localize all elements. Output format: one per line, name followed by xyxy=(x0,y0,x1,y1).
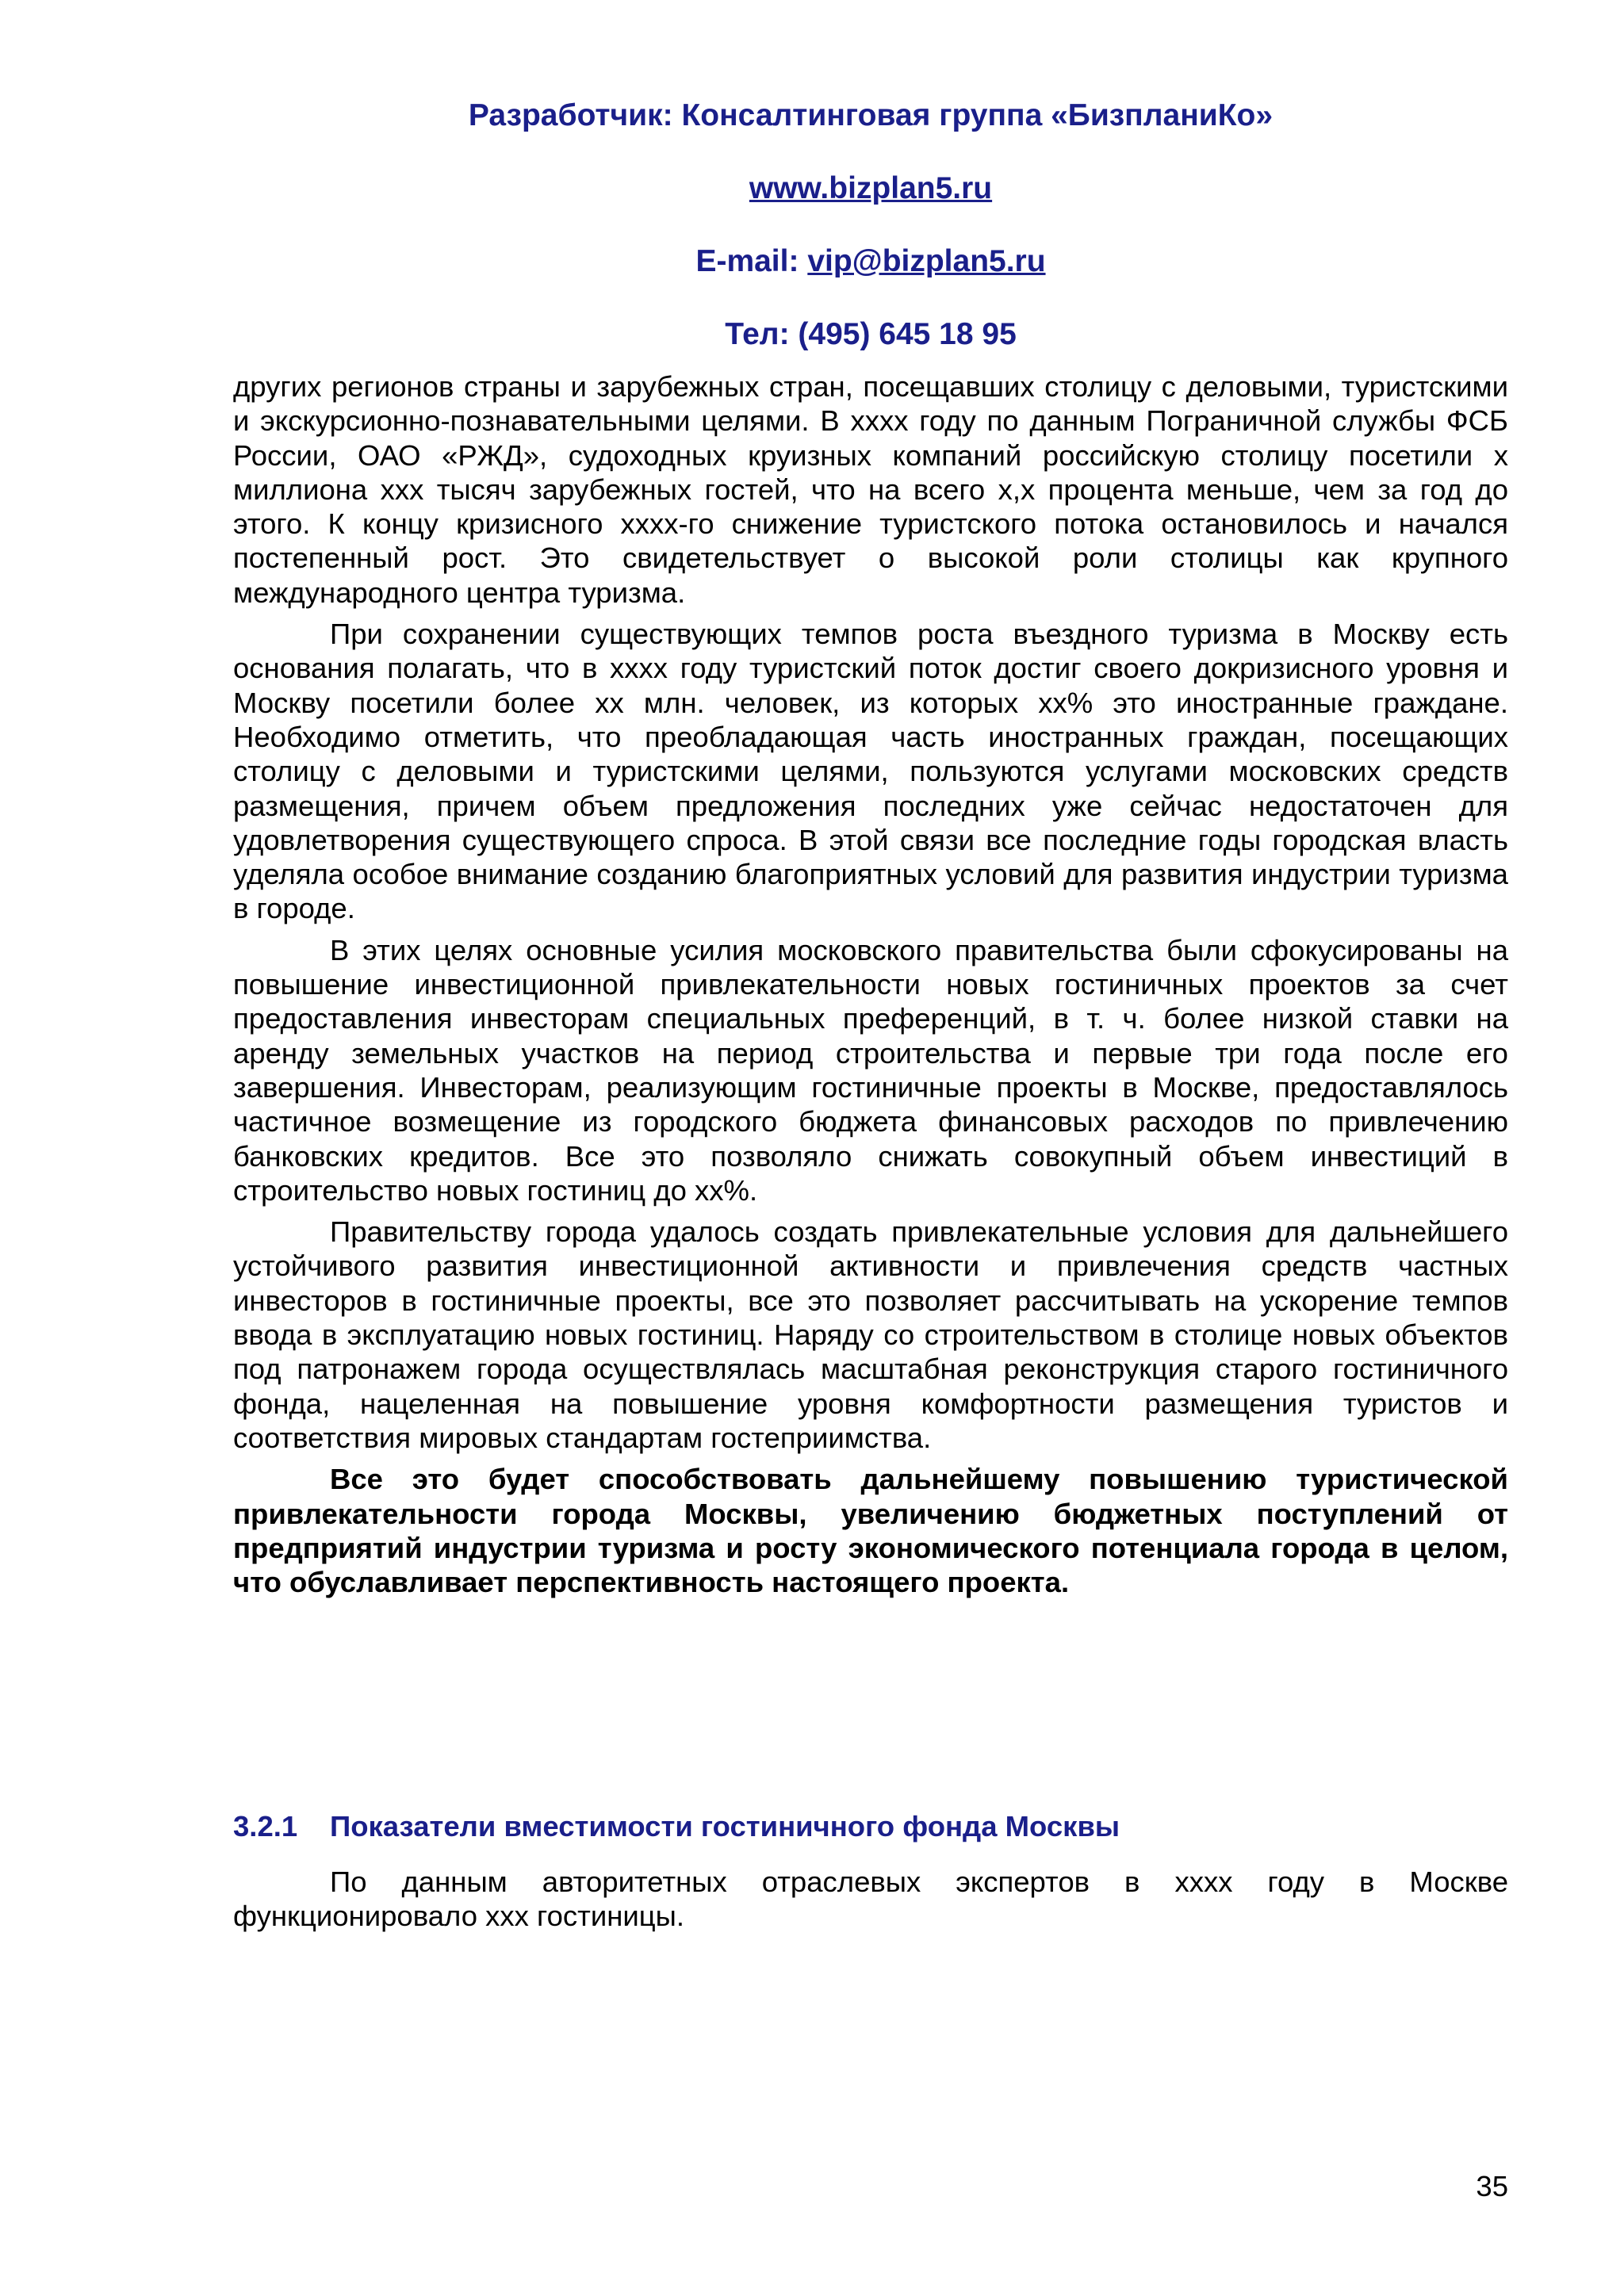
phone-line: Тел: (495) 645 18 95 xyxy=(725,317,1017,351)
developer-line: Разработчик: Консалтинговая группа «БизпланиКо» xyxy=(468,98,1274,132)
section-body xyxy=(233,1865,1508,1934)
section-title: Показатели вместимости гостиничного фонда Москвы xyxy=(330,1810,1120,1843)
paragraph-2: При сохранении существующих темпов роста въездного туризма в Москву есть основания полагать, что в хххх году туристский поток достиг своего докризисного уровня и Москву посетили более хх млн. человек, из которых хх% это иностранные граждане. Необходимо отметить, что преобладающая часть иностранных граждан, посещающих столицу с деловыми и туристскими целями, пользуются услугами московских средств размещения, причем объем предложения последних уже сейчас недостаточен для удовлетворения существующего спроса. В этой связи все последние годы городская власть уделяла особое внимание созданию благоприятных условий для развития индустрии туризма в городе. xyxy=(233,618,1508,925)
email-link[interactable]: vip@bizplan5.ru xyxy=(807,244,1046,278)
paragraph-1: других регионов страны и зарубежных стран, посещавших столицу с деловыми, туристскими и экскурсионно-познавательными целями. В хххх году по данным Пограничной службы ФСБ России, ОАО «РЖД», судоходных круизных компаний российскую столицу посетили х миллиона ххх тысяч зарубежных гостей, что на всего х,х процента меньше, чем за год до этого. К концу кризисного хххх-го снижение туристского потока остановилось и начался постепенный рост. Это свидетельствует о высокой роли столицы как крупного международного центра туризма. xyxy=(233,370,1508,609)
email-line xyxy=(233,235,1508,308)
paragraph-5-bold: Все это будет способствовать дальнейшему повышению туристической привлекательности города Москвы, увеличению бюджетных поступлений от предприятий индустрии туризма и росту экономического потенциала города в целом, что обуславливает перспективность настоящего проекта. xyxy=(233,1463,1508,1599)
paragraph-4: Правительству города удалось создать привлекательные условия для дальнейшего устойчивого развития инвестиционной активности и привлечения средств частных инвесторов в гостиничные проекты, все это позволяет рассчитывать на ускорение темпов ввода в эксплуатацию новых гостиниц. Наряду со строительством в столице новых объектов под патронажем города осуществлялась масштабная реконструкция старого гостиничного фонда, нацеленная на повышение уровня комфортности размещения туристов и соответствия мировых стандартам гостеприимства. xyxy=(233,1215,1508,1454)
section-number: 3.2.1 xyxy=(233,1810,298,1843)
section-paragraph-1: По данным авторитетных отраслевых экспертов в хххх году в Москве функционировало ххх гостиницы. xyxy=(233,1866,1508,1933)
body-text xyxy=(233,369,1508,1606)
email-label: E-mail: xyxy=(695,244,808,278)
section-heading xyxy=(233,1809,1508,1844)
paragraph-3: В этих целях основные усилия московского правительства были сфокусированы на повышение инвестиционной привлекательности новых гостиничных проектов за счет предоставления инвесторам специальных преференций, в т. ч. более низкой ставки на аренду земельных участков на период строительства и первые три года после его завершения. Инвесторам, реализующим гостиничные проекты в Москве, предоставлялось частичное возмещение из городского бюджета финансовых расходов по привлечению банковских кредитов. Все это позволяло снижать совокупный объем инвестиций в строительство новых гостиниц до хх%. xyxy=(233,933,1508,1207)
page-number: 35 xyxy=(1476,2170,1508,2202)
website-link[interactable]: www.bizplan5.ru xyxy=(749,171,993,205)
page-header xyxy=(233,89,1508,381)
